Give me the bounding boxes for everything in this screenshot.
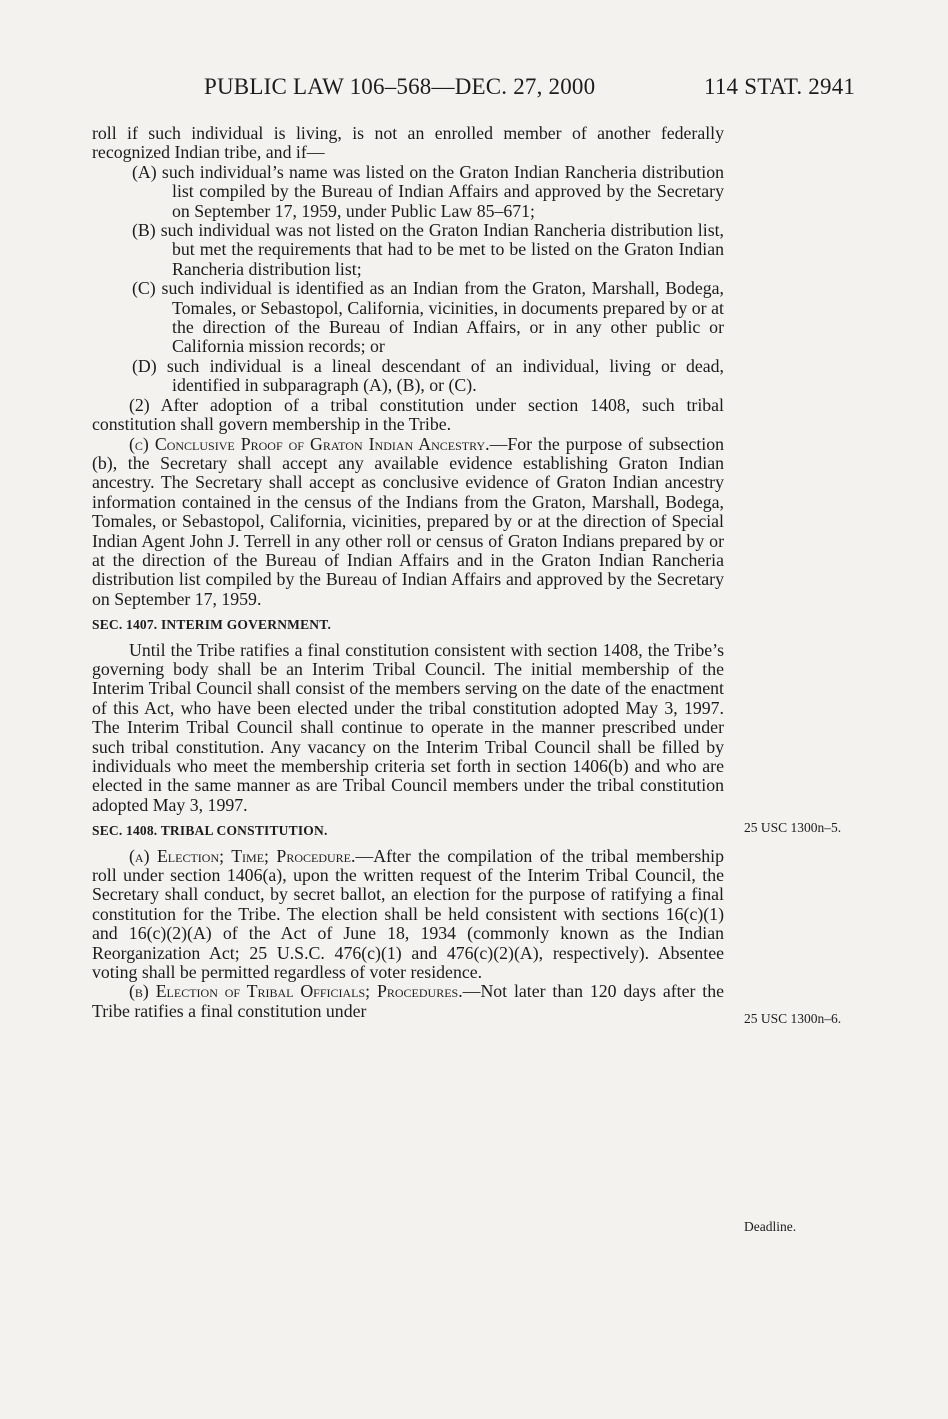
- subparagraph-b: (B) such individual was not listed on the Graton Indian Rancheria distribution list, but met the requirements that had to be met to be listed on the Graton Indian Rancheria distribution list;: [132, 220, 724, 279]
- header-title: PUBLIC LAW 106–568—DEC. 27, 2000: [204, 74, 596, 99]
- margin-note-usc-1408: 25 USC 1300n–6.: [744, 1011, 842, 1026]
- header-stat-page: 114 STAT. 2941: [704, 74, 856, 99]
- section-1407-text: Until the Tribe ratifies a final constitution consistent with section 1408, the Tribe’s governing body shall be an Interim Tribal Council. The initial membership of the Interim Tribal Council shall consist of the members serving on the date of the enactment of this Act, who have been elected under the tribal constitution adopted May 3, 1997. The Interim Tribal Council shall continue to operate in the manner prescribed under such tribal constitution. Any vacancy on the Interim Tribal Council shall be filled by individuals who meet the membership criteria set forth in section 1406(b) and who are elected in the same manner as are Tribal Council members under the tribal constitution adopted May 3, 1997.: [92, 639, 724, 815]
- subsection-c-text: —For the purpose of subsection (b), the Secretary shall accept any available evidence establishing Graton Indian ancestry. The Secretary shall accept as conclusive evidence of Graton Indian ancestry information contained in the census of the Indians from the Graton, Marshall, Bodega, Tomales, or Sebastopol, California, vicinities, prepared by or at the direction of Special Indian Agent John J. Terrell in any other roll or census of Graton Indians prepared by or at the direction of the Bureau of Indian Affairs and in the Graton Indian Rancheria distribution list compiled by the Bureau of Indian Affairs and approved by the Secretary on September 17, 1959.: [92, 433, 724, 609]
- subsection-c-heading: (c) Conclusive Proof of Graton Indian Ancestry.: [129, 433, 490, 454]
- subsection-b-text: —Not later than 120 days after the Tribe ratifies a final constitution under: [92, 981, 724, 1021]
- subsection-a-heading: (a) Election; Time; Procedure.: [129, 845, 356, 866]
- section-1407-heading: SEC. 1407. INTERIM GOVERNMENT.: [92, 617, 332, 633]
- margin-note-usc-1407: 25 USC 1300n–5.: [744, 820, 842, 835]
- subparagraph-a: (A) such individual’s name was listed on the Graton Indian Rancheria distribution list compiled by the Bureau of Indian Affairs and approved by the Secretary on September 17, 1959, under Public Law 85–671;: [132, 161, 724, 221]
- subsection-b-heading: (b) Election of Tribal Officials; Procedures.: [129, 981, 463, 1002]
- subsection-b: [92, 982, 724, 1021]
- subsection-a-text: —After the compilation of the tribal membership roll under section 1406(a), upon the written request of the Interim Tribal Council, the Secretary shall conduct, by secret ballot, an election for the purpose of ratifying a final constitution for the Tribe. The election shall be held consistent with sections 16(c)(1) and 16(c)(2)(A) of the Act of June 18, 1934 (commonly known as the Indian Reorganization Act; 25 U.S.C. 476(c)(1) and 476(c)(2)(A), respectively). Absentee voting shall be permitted regardless of voter residence.: [92, 845, 724, 983]
- running-header: [0, 74, 948, 104]
- subparagraph-c: (C) such individual is identified as an Indian from the Graton, Marshall, Bodega, Tomales, or Sebastopol, California, vicinities, in documents prepared by or at the direction of the Bureau of Indian Affairs, or in any other public or California mission records; or: [132, 278, 724, 357]
- subparagraph-d: (D) such individual is a lineal descendant of an individual, living or dead, identified in subparagraph (A), (B), or (C).: [132, 355, 724, 396]
- paragraph-continuation: roll if such individual is living, is not an enrolled member of another federally recognized Indian tribe, and if—: [92, 123, 724, 163]
- section-1408-heading: SEC. 1408. TRIBAL CONSTITUTION.: [92, 823, 328, 839]
- subsection-a: [92, 847, 724, 983]
- subsection-c: [92, 435, 724, 610]
- body-text: [92, 124, 724, 1021]
- paragraph-2: (2) After adoption of a tribal constitution under section 1408, such tribal constitution shall govern membership in the Tribe.: [92, 394, 724, 435]
- margin-note-deadline: Deadline.: [744, 1219, 797, 1234]
